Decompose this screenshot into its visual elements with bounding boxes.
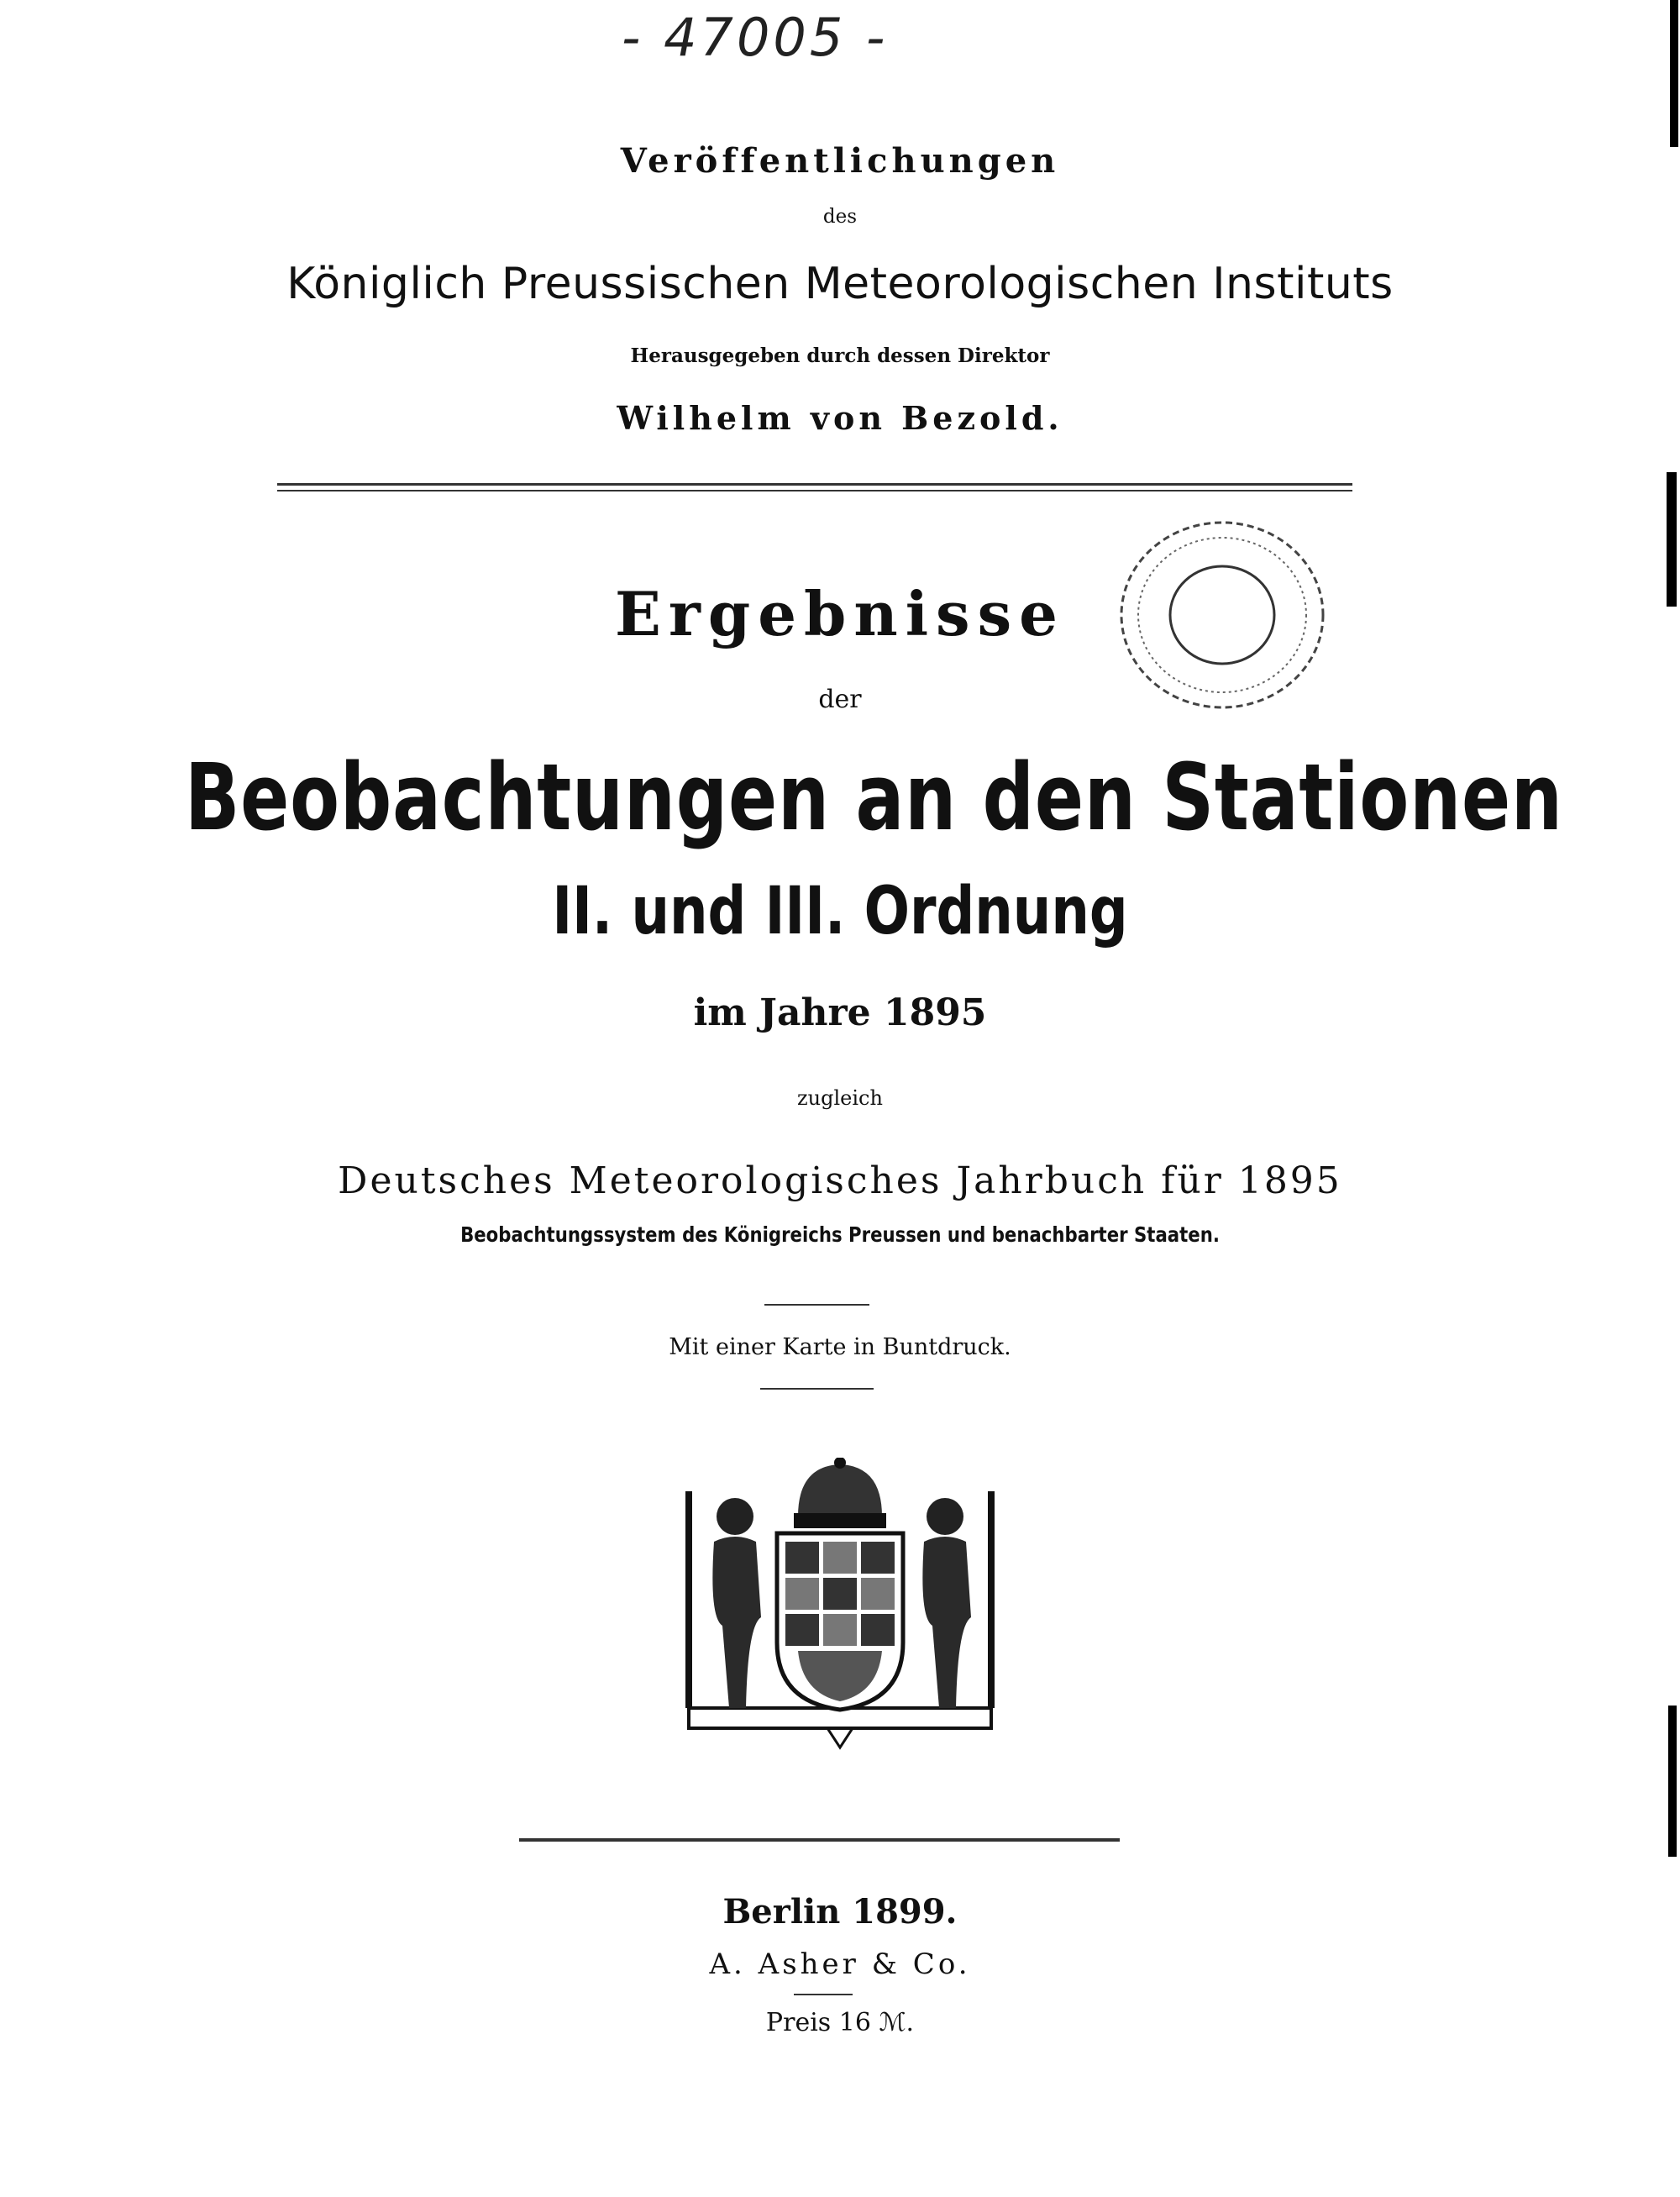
place-and-year: Berlin 1899. (722, 1892, 958, 1932)
editor-name: Wilhelm von Bezold. (617, 399, 1063, 437)
header-rule-bottom (277, 490, 1352, 491)
map-note: Mit einer Karte in Buntdruck. (669, 1334, 1011, 1360)
des-label: des (822, 206, 858, 228)
institute-name: Königlich Preussischen Meteorologischen Instituts (286, 259, 1394, 309)
main-title: Beobachtungen an den Stationen (185, 744, 1563, 851)
publisher-rule (794, 1994, 853, 1995)
year-title: im Jahre 1895 (693, 991, 987, 1034)
scan-edge-mark-middle (1667, 472, 1677, 607)
prussian-coat-of-arms-icon (680, 1458, 1000, 1752)
imprint-rule (519, 1838, 1120, 1842)
order-title: II. und III. Ordnung (552, 874, 1128, 949)
editor-line: Herausgegeben durch dessen Direktor (630, 344, 1050, 367)
price: Preis 16 ℳ. (765, 2008, 915, 2037)
handwritten-inventory-number: - 47005 - (622, 7, 889, 68)
publisher: A. Asher & Co. (709, 1947, 971, 1981)
short-rule-1 (764, 1304, 869, 1306)
scan-edge-mark-bottom (1668, 1706, 1677, 1857)
title-ergebnisse: Ergebnisse (615, 578, 1065, 649)
zugleich-label: zugleich (797, 1086, 883, 1110)
observation-system: Beobachtungssystem des Königreichs Preussen und benachbarter Staaten. (460, 1222, 1220, 1247)
short-rule-2 (760, 1388, 874, 1390)
title-der: der (818, 685, 862, 714)
series-title: Veröffentlichungen (620, 141, 1060, 181)
yearbook-title: Deutsches Meteorologisches Jahrbuch für 1895 (338, 1159, 1342, 1202)
scan-edge-mark-top (1670, 0, 1678, 147)
header-rule-top (277, 483, 1352, 486)
